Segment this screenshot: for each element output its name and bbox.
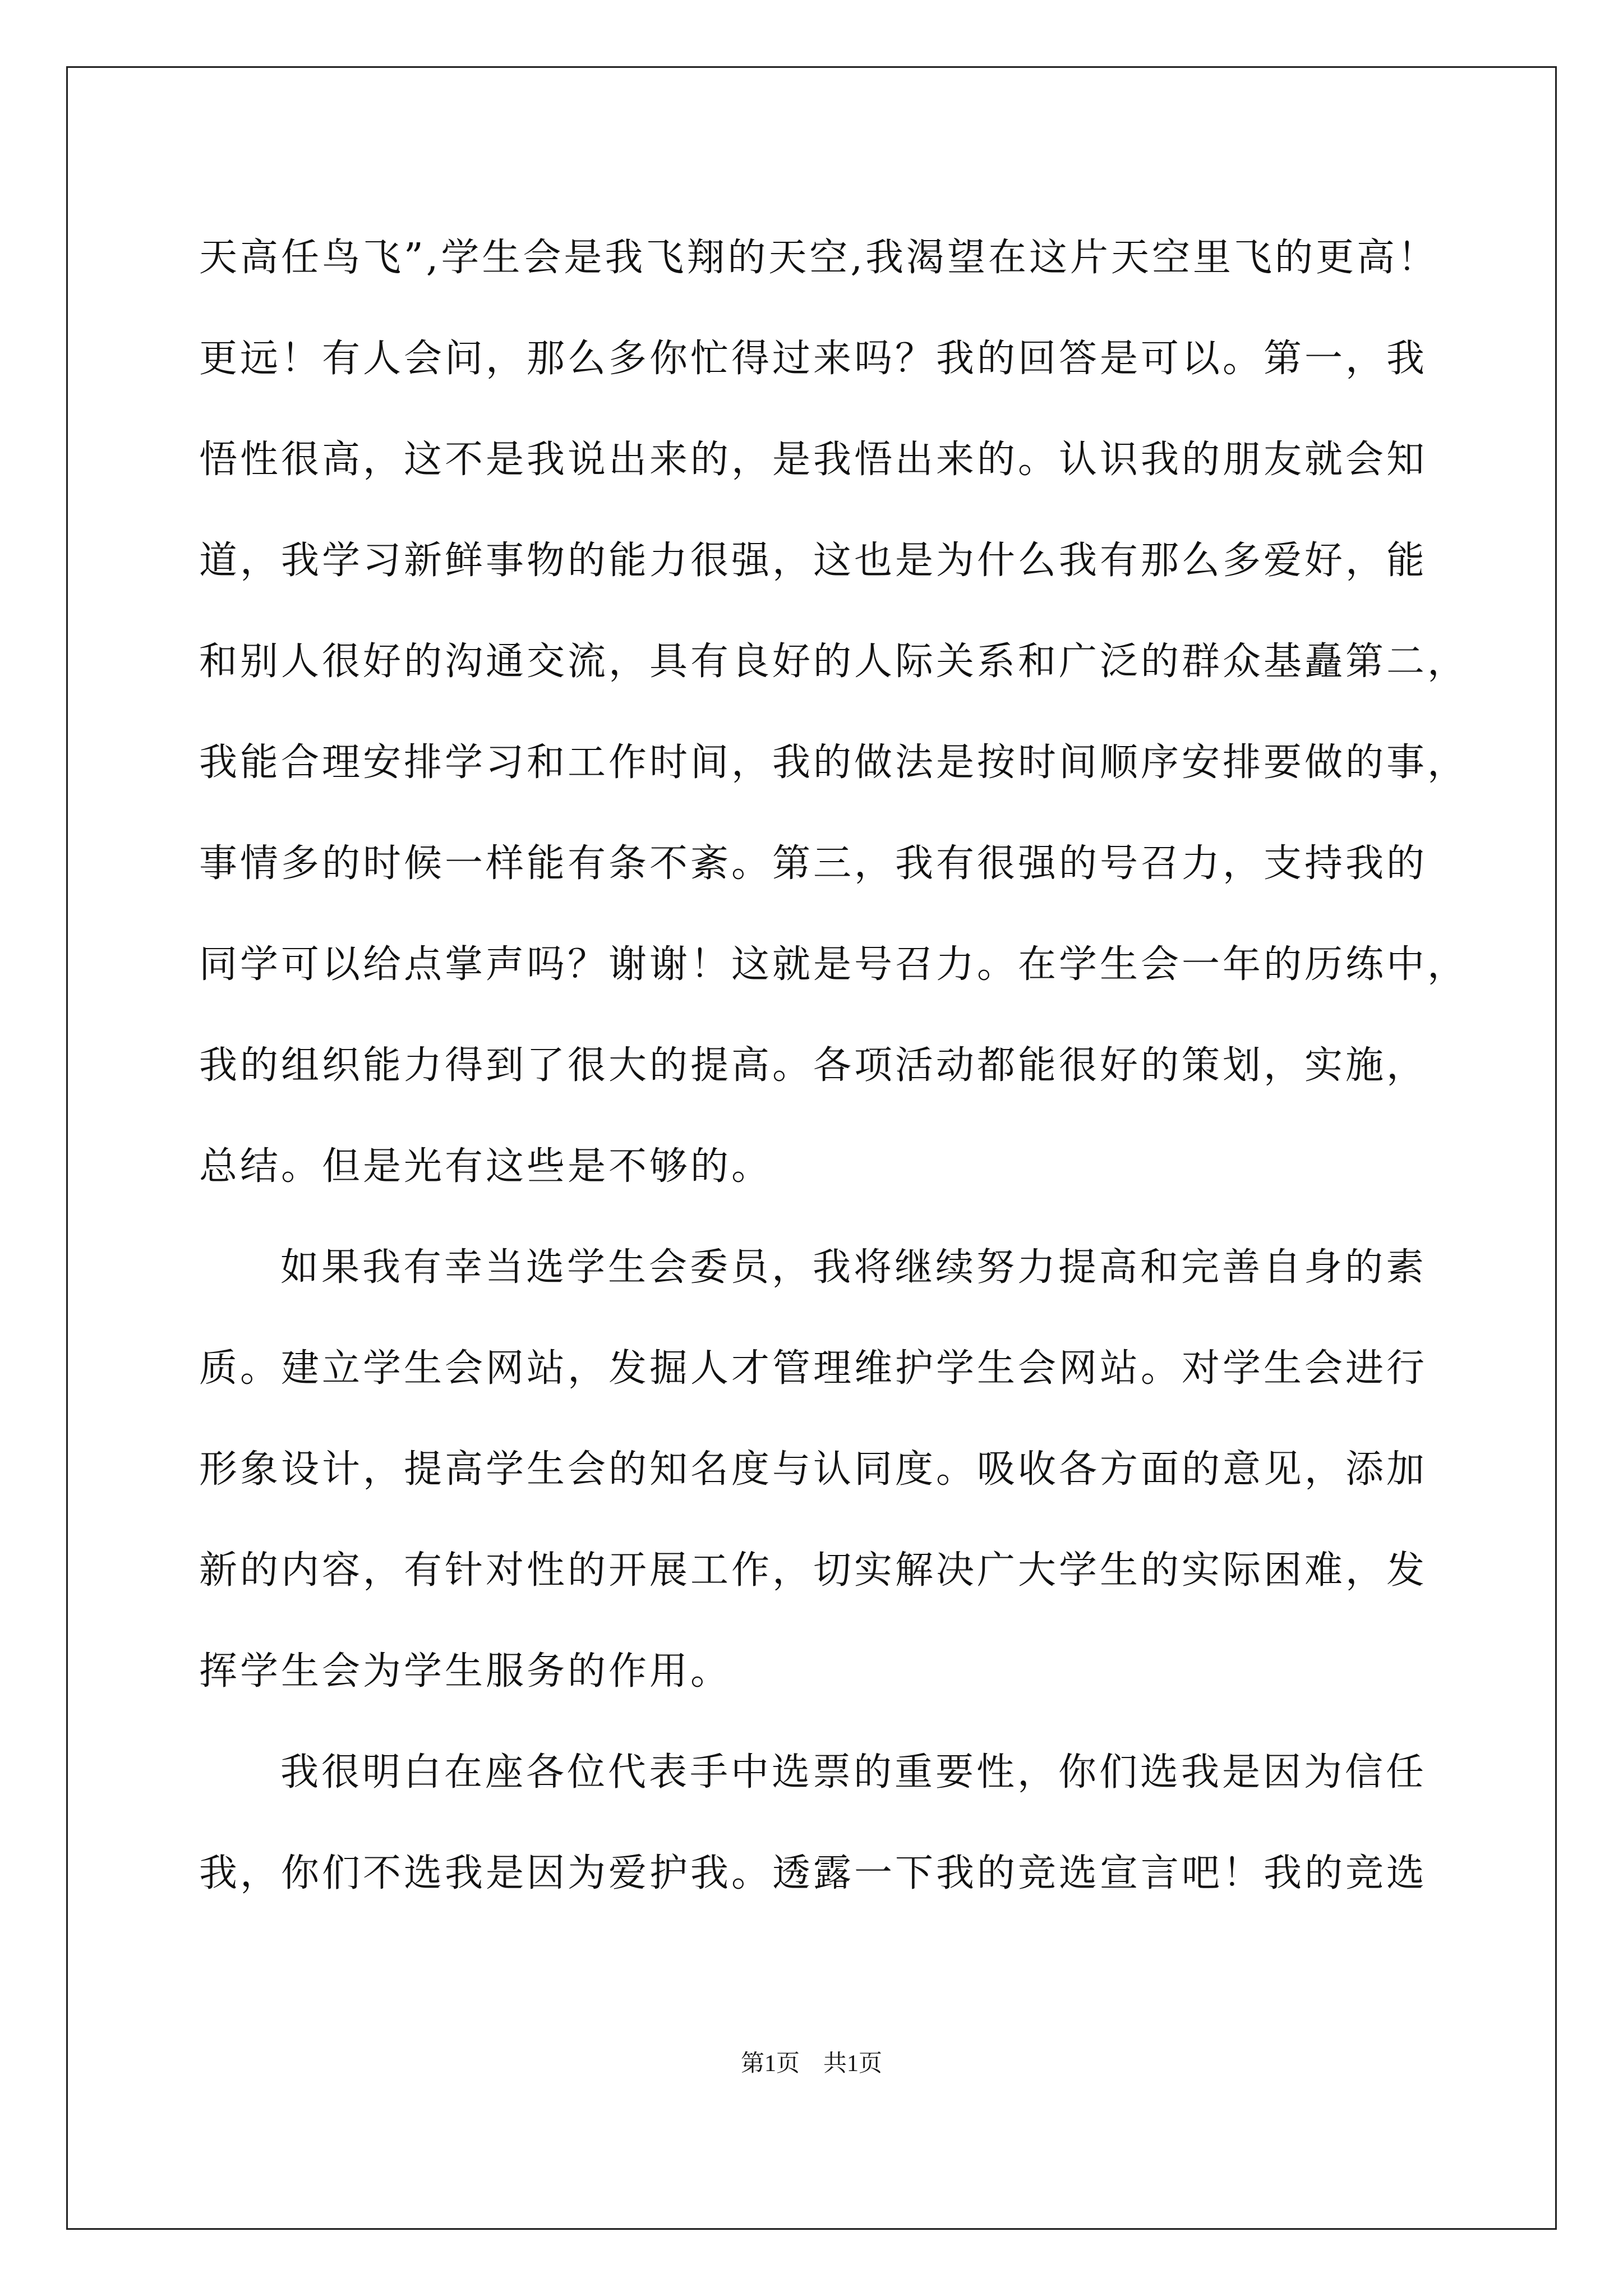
text-line-17: 我，你们不选我是因为爱护我。透露一下我的竞选宣言吧！我的竞选 bbox=[199, 1851, 1428, 1895]
text-line-10: 总结。但是光有这些是不够的。 bbox=[199, 1144, 773, 1189]
document-body bbox=[199, 208, 1469, 1924]
text-line-2: 更远！有人会问，那么多你忙得过来吗？我的回答是可以。第一，我 bbox=[199, 337, 1428, 381]
text-line-11: 如果我有幸当选学生会委员，我将继续努力提高和完善自身的素 bbox=[280, 1245, 1427, 1290]
text-line-5: 和别人很好的沟通交流，具有良好的人际关系和广泛的群众基矗第二， bbox=[199, 639, 1469, 684]
text-line-6: 我能合理安排学习和工作时间，我的做法是按时间顺序安排要做的事， bbox=[199, 740, 1469, 785]
text-line-16: 我很明白在座各位代表手中选票的重要性，你们选我是因为信任 bbox=[280, 1750, 1427, 1795]
text-line-4: 道，我学习新鲜事物的能力很强，这也是为什么我有那么多爱好，能 bbox=[199, 539, 1428, 583]
text-line-12: 质。建立学生会网站，发掘人才管理维护学生会网站。对学生会进行 bbox=[199, 1346, 1428, 1391]
text-line-8: 同学可以给点掌声吗？谢谢！这就是号召力。在学生会一年的历练中， bbox=[199, 942, 1469, 987]
text-line-7: 事情多的时候一样能有条不紊。第三，我有很强的号召力，支持我的 bbox=[199, 841, 1428, 886]
text-line-13: 形象设计，提高学生会的知名度与认同度。吸收各方面的意见，添加 bbox=[199, 1447, 1428, 1492]
text-line-9: 我的组织能力得到了很大的提高。各项活动都能很好的策划，实施， bbox=[199, 1043, 1428, 1088]
page-number-footer: 第1页 共1页 bbox=[740, 2051, 882, 2077]
text-line-1: 天高任鸟飞”,学生会是我飞翔的天空,我渴望在这片天空里飞的更高！ bbox=[199, 236, 1438, 280]
text-line-14: 新的内容，有针对性的开展工作，切实解决广大学生的实际困难，发 bbox=[199, 1548, 1428, 1593]
text-line-3: 悟性很高，这不是我说出来的，是我悟出来的。认识我的朋友就会知 bbox=[199, 438, 1428, 482]
text-line-15: 挥学生会为学生服务的作用。 bbox=[199, 1649, 732, 1694]
